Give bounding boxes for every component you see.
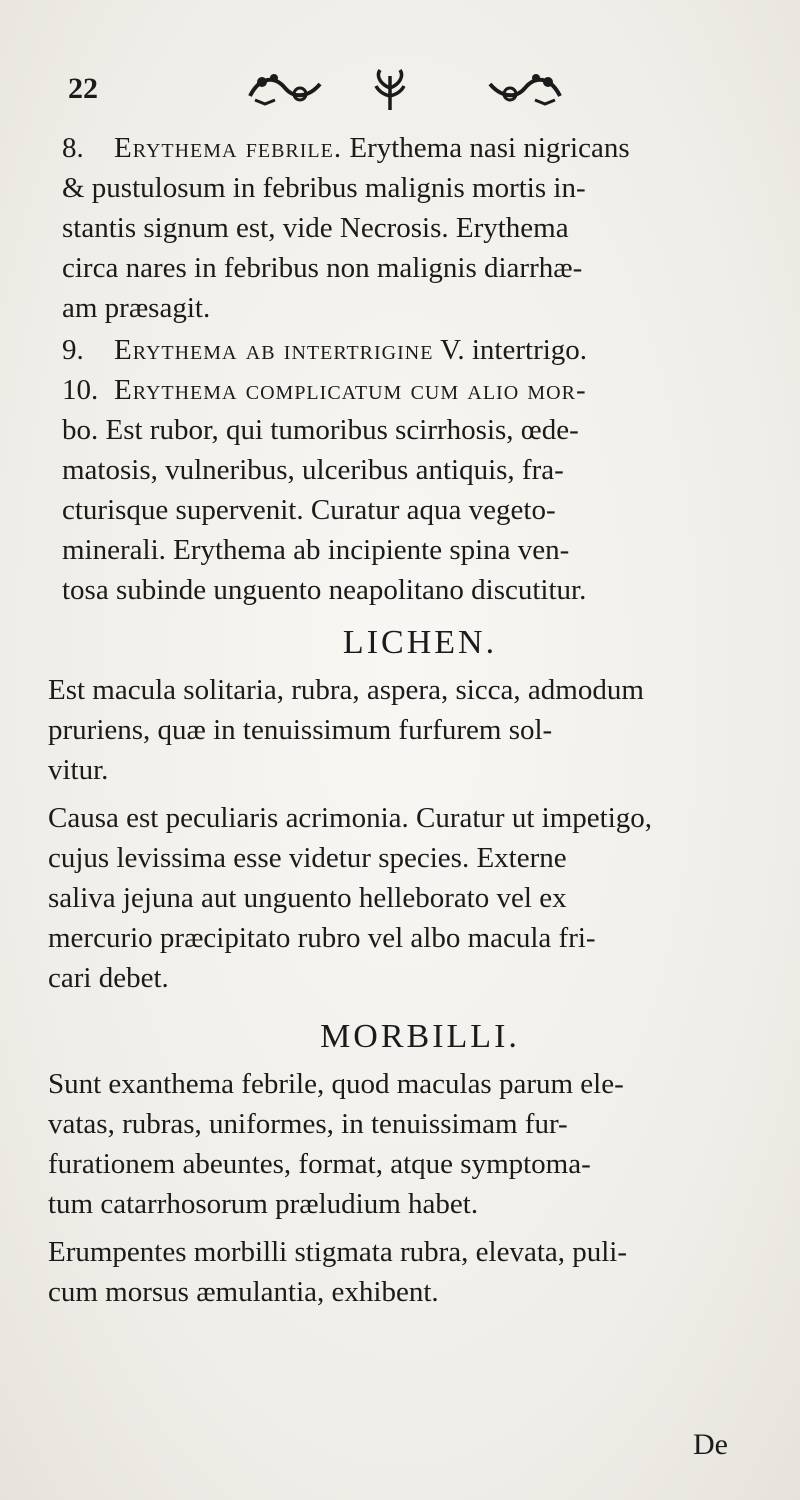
center-ornament-icon	[370, 66, 410, 112]
para-line: Est macula solitaria, rubra, aspera, sicca, admodum	[48, 674, 644, 706]
page-number: 22	[68, 72, 98, 105]
lichen-paragraph-2	[48, 798, 760, 998]
morbilli-paragraph-2	[48, 1232, 760, 1312]
right-ornament-icon	[480, 66, 570, 110]
para-line: pruriens, quæ in tenuissimum furfurem sol-	[48, 714, 553, 746]
entry-line: matosis, vulneribus, ulceribus antiquis, fra-	[62, 454, 564, 486]
entry-line: am præsagit.	[62, 292, 211, 324]
entry-number: 9.	[62, 334, 84, 366]
section-title-lichen: LICHEN.	[342, 624, 498, 661]
entry-line: V. intertrigo.	[440, 334, 588, 366]
para-line: mercurio præcipitato rubro vel albo macula fri-	[48, 922, 596, 954]
entry-line: cturisque supervenit. Curatur aqua vegeto-	[62, 494, 556, 526]
para-line: Erumpentes morbilli stigmata rubra, elevata, puli-	[48, 1236, 628, 1268]
entry-heading: Erythema complicatum cum alio mor-	[114, 374, 587, 406]
lichen-paragraph-1	[48, 670, 760, 790]
entry-number: 10.	[62, 374, 99, 406]
para-line: tum catarrhosorum præludium habet.	[48, 1188, 479, 1220]
para-line: furationem abeuntes, format, atque symptoma-	[48, 1148, 591, 1180]
page-content	[0, 128, 800, 1312]
page-header	[60, 62, 760, 122]
para-line: cujus levissima esse videtur species. Externe	[48, 842, 567, 874]
entry-line: & pustulosum in febribus malignis mortis in-	[62, 172, 586, 204]
para-line: Causa est peculiaris acrimonia. Curatur ut impetigo,	[48, 802, 653, 834]
catchword: De	[693, 1428, 728, 1461]
entry-9	[62, 330, 752, 370]
para-line: Sunt exanthema febrile, quod maculas parum ele-	[48, 1068, 624, 1100]
para-line: vitur.	[48, 754, 109, 786]
para-line: cari debet.	[48, 962, 169, 994]
entry-line: bo. Est rubor, qui tumoribus scirrhosis, œde-	[62, 414, 579, 446]
para-line: cum morsus æmulantia, exhibent.	[48, 1276, 439, 1308]
entry-line: circa nares in febribus non malignis diarrhæ-	[62, 252, 583, 284]
entry-line: stantis signum est, vide Necrosis. Erythema	[62, 212, 569, 244]
para-line: saliva jejuna aut unguento helleborato vel ex	[48, 882, 567, 914]
entry-line: minerali. Erythema ab incipiente spina ven-	[62, 534, 570, 566]
morbilli-paragraph-1	[48, 1064, 760, 1224]
section-title-morbilli: MORBILLI.	[320, 1018, 520, 1055]
left-ornament-icon	[240, 66, 330, 110]
entry-line: Erythema nasi nigricans	[349, 132, 630, 164]
entry-heading: Erythema febrile.	[114, 132, 343, 164]
entry-heading: Erythema ab intertrigine	[114, 334, 434, 366]
entry-10	[62, 370, 752, 610]
para-line: vatas, rubras, uniformes, in tenuissimam fur-	[48, 1108, 568, 1140]
entry-line: tosa subinde unguento neapolitano discutitur.	[62, 574, 587, 606]
entry-8	[62, 128, 752, 328]
entry-number: 8.	[62, 132, 84, 164]
